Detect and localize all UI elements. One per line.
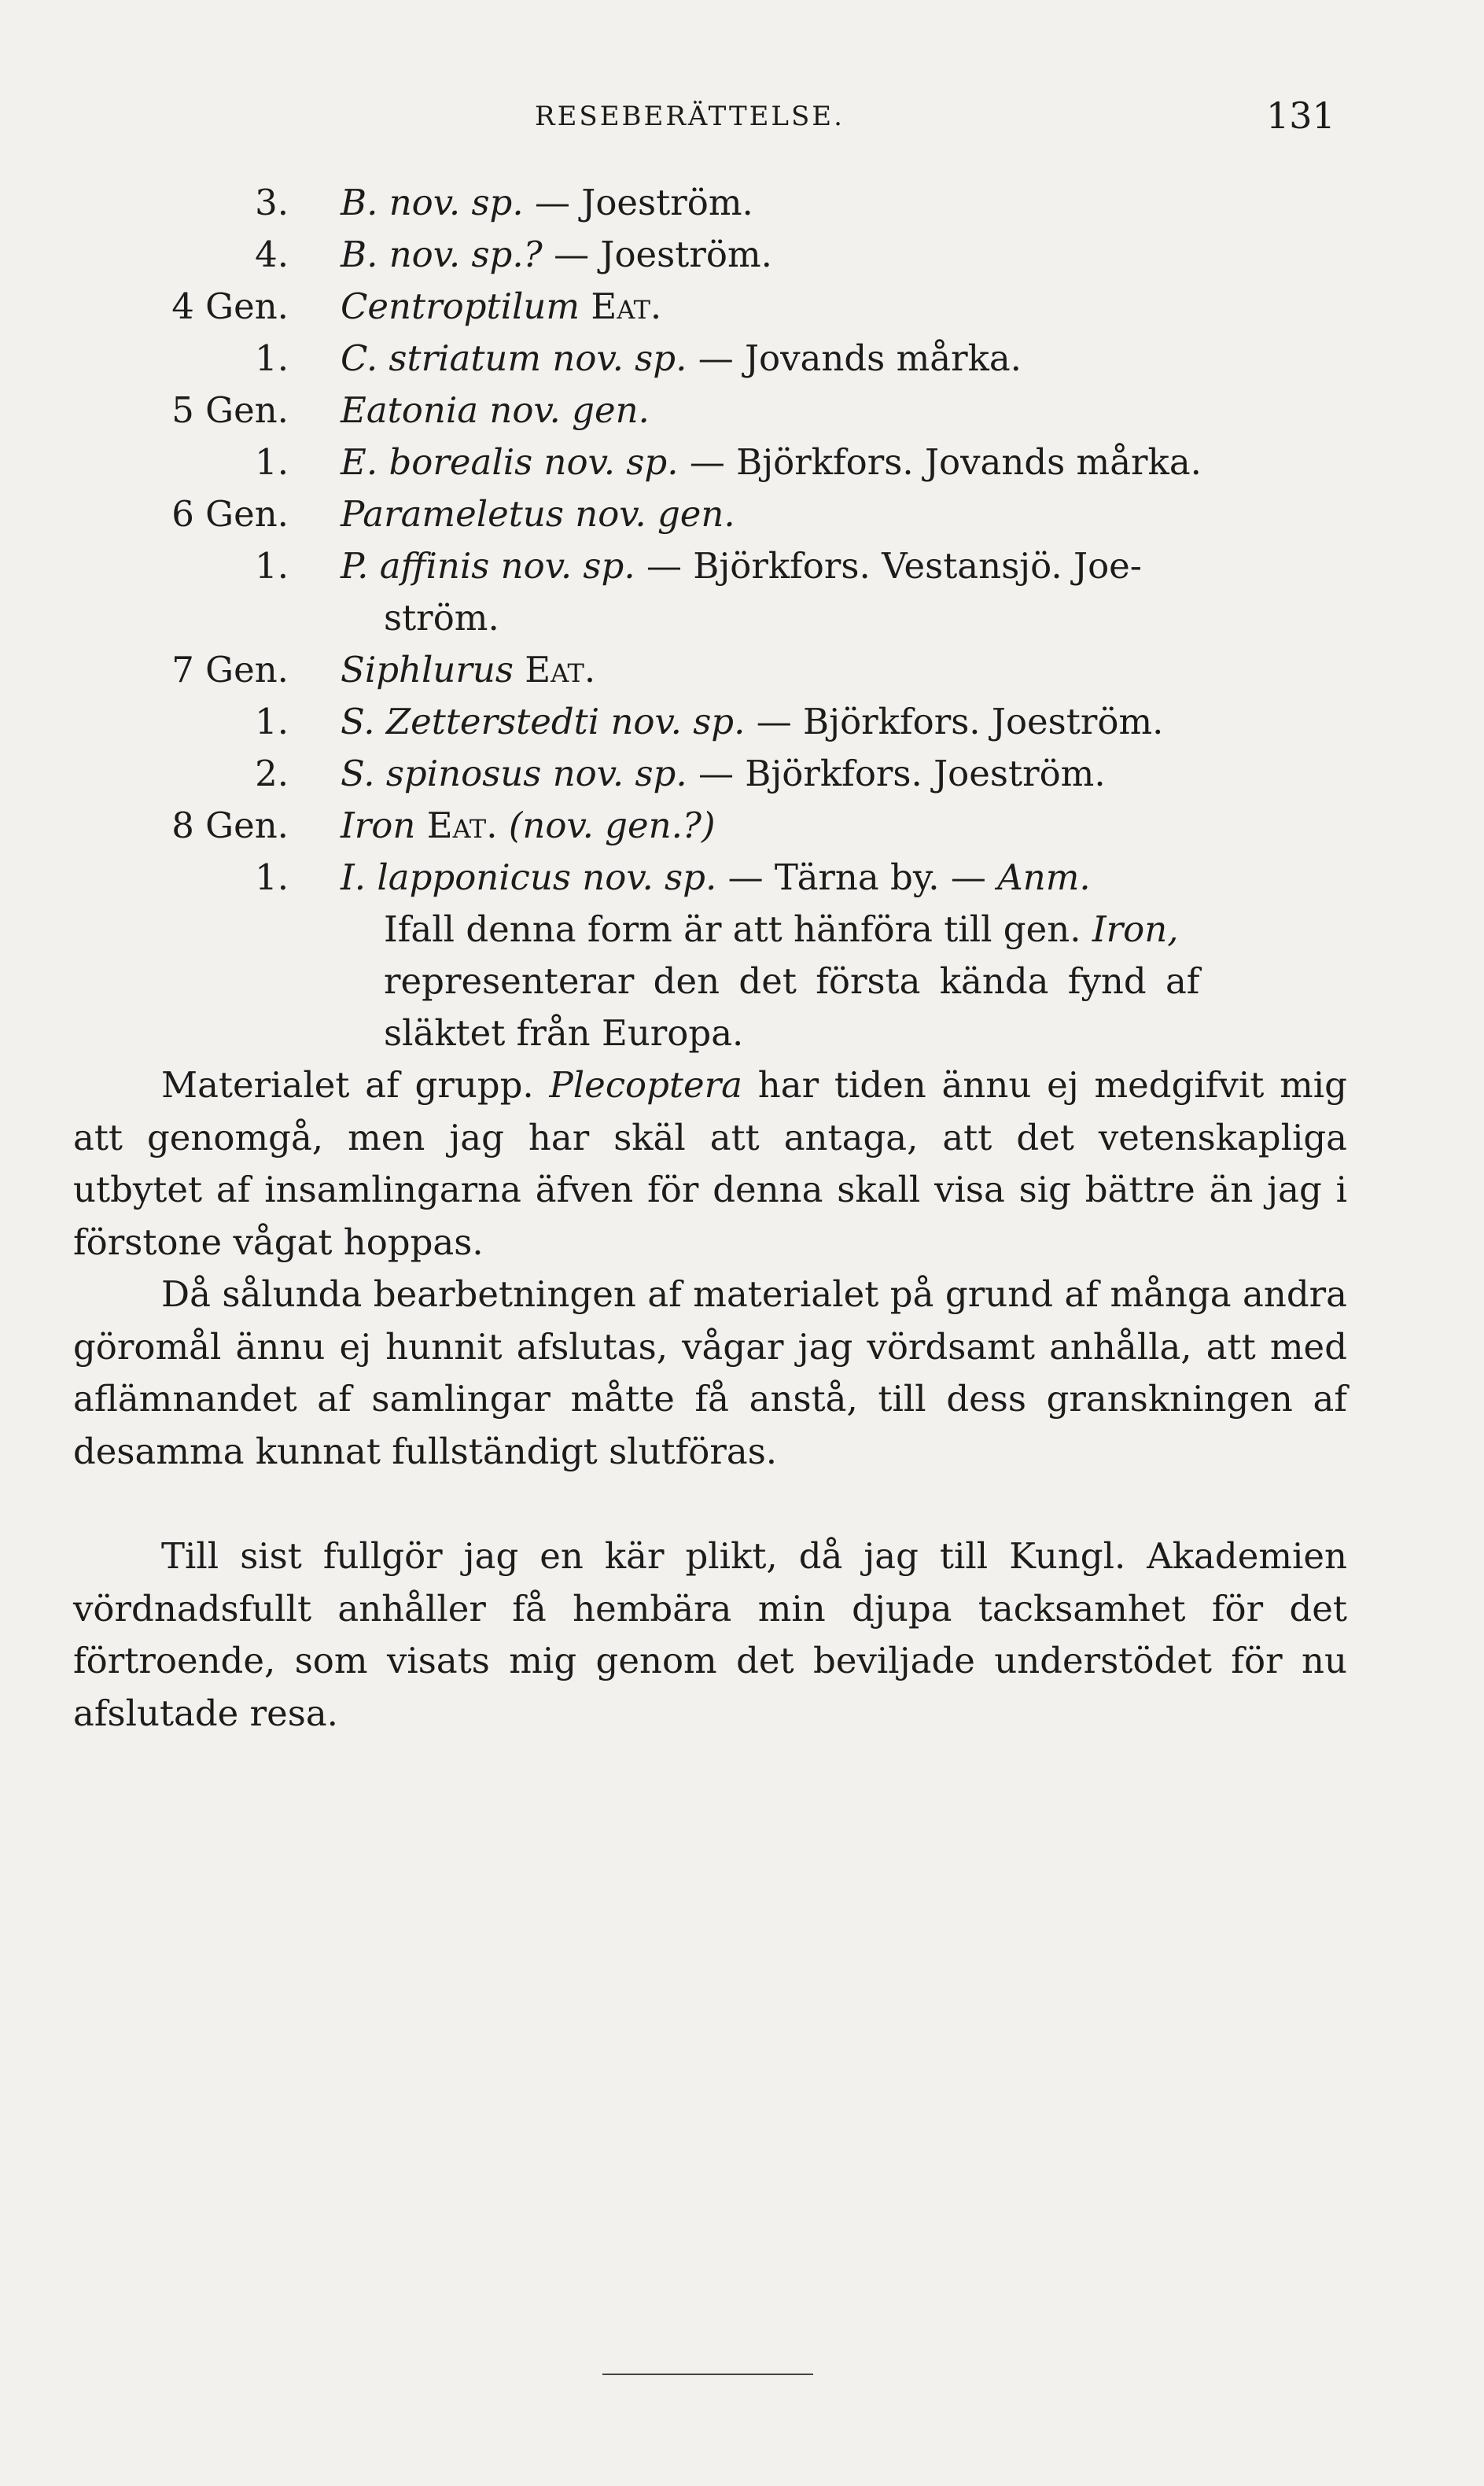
taxon-name: Centroptilum [341, 285, 580, 327]
end-rule [602, 2374, 813, 2375]
dash: — [635, 545, 694, 587]
paragraph: Då sålunda bearbetningen af materialet på grund af många andra göromål ännu ej hunnit afslutas, vågar jag vördsamt anhålla, att med aflämnandet af samlingar måtte få anstå, till dess granskningen af desamma kunnat fullständigt slutföras. [73, 1273, 1347, 1472]
locality: Joeström. [600, 234, 772, 275]
list-item [0, 748, 1484, 800]
list-item [0, 644, 1484, 696]
taxon-status: nov. sp. [582, 856, 717, 898]
locality: Björkfors. Jovands mårka. [736, 441, 1202, 483]
taxon-name: E. borealis [341, 441, 533, 483]
taxon-name: S. spinosus [341, 753, 542, 794]
list-item [0, 488, 1484, 540]
entry-number: 4. [255, 234, 289, 275]
list-item [0, 333, 1484, 385]
taxon-status: nov. sp. [543, 441, 679, 483]
taxon-status: nov. sp. [500, 545, 635, 587]
locality-continuation: ström. [384, 597, 499, 639]
taxon-status: nov. sp. [552, 753, 687, 794]
note-line: representerar den det första kända fynd af [384, 960, 1200, 1002]
list-item [0, 385, 1484, 436]
list-item [0, 696, 1484, 748]
entry-number: 1. [255, 441, 289, 483]
locality: Tärna by. — [774, 856, 998, 898]
taxon-name: Eatonia [341, 389, 479, 431]
note-text: Ifall denna form är att hänföra till gen. [384, 908, 1092, 950]
taxon-status: nov. sp. [388, 182, 524, 223]
running-header: RESEBERÄTTELSE. [535, 101, 845, 132]
entry-number: 8 Gen. [171, 805, 289, 846]
dash: — [687, 337, 745, 379]
entry-number: 6 Gen. [171, 493, 289, 535]
taxon-name: P. affinis [341, 545, 490, 587]
list-item [0, 540, 1484, 592]
taxon-name: Parameletus [341, 493, 564, 535]
entry-number: 1. [255, 337, 289, 379]
taxon-name: B. [341, 234, 378, 275]
dash: — [687, 753, 746, 794]
note-label: Anm. [997, 856, 1091, 898]
taxon-status: nov. sp.? [388, 234, 543, 275]
taxon-author: Eat. [525, 649, 596, 691]
page-number: 131 [1266, 94, 1335, 137]
taxon-name: Siphlurus [341, 649, 514, 691]
locality: Joeström. [581, 182, 753, 223]
taxon-author: Eat. [426, 805, 498, 846]
note-genus: Iron, [1092, 908, 1179, 950]
dash: — [542, 234, 601, 275]
entry-number: 1. [255, 701, 289, 742]
paragraph-text: har tiden ännu ej medgifvit mig att genomgå, men jag har skäl att antaga, att det vetenskapliga utbytet af insamlingarna äfven för denna skall visa sig bättre än jag i förstone vågat hoppas. [73, 1064, 1347, 1263]
list-item [0, 436, 1484, 488]
paragraph: Till sist fullgör jag en kär plikt, då jag till Kungl. Akademien vördnadsfullt anhåller få hembära min djupa tacksamhet för det förtroende, som visats mig genom det beviljade understödet för nu afslutade resa. [73, 1535, 1347, 1734]
locality: Björkfors. Joeström. [803, 701, 1164, 742]
list-item [0, 229, 1484, 281]
dash: — [745, 701, 804, 742]
locality: Björkfors. Vestansjö. Joe- [693, 545, 1143, 587]
taxon-name: I. lapponicus [341, 856, 571, 898]
taxon-name: B. [341, 182, 378, 223]
taxon-name: C. striatum [341, 337, 542, 379]
group-name: Plecoptera [549, 1064, 742, 1106]
entry-number: 2. [255, 753, 289, 794]
taxon-name: Iron [341, 805, 416, 846]
dash: — [716, 856, 775, 898]
paragraph-text: Materialet af grupp. [161, 1064, 550, 1106]
list-item [0, 852, 1484, 904]
entry-number: 5 Gen. [171, 389, 289, 431]
entry-number: 1. [255, 545, 289, 587]
note-line [384, 904, 1179, 956]
entry-number: 1. [255, 856, 289, 898]
taxon-status: (nov. gen.?) [508, 805, 716, 846]
list-item [0, 177, 1484, 229]
taxon-name: S. Zetterstedti [341, 701, 600, 742]
locality: Jovands mårka. [745, 337, 1022, 379]
entry-number: 3. [255, 182, 289, 223]
taxon-status: nov. sp. [610, 701, 746, 742]
list-item [0, 800, 1484, 852]
taxon-status: nov. gen. [489, 389, 650, 431]
taxon-status: nov. sp. [552, 337, 687, 379]
list-item [0, 281, 1484, 333]
dash: — [678, 441, 737, 483]
locality: Björkfors. Joeström. [745, 753, 1106, 794]
dash: — [523, 182, 582, 223]
note-line: släktet från Europa. [384, 1012, 744, 1054]
entry-number: 4 Gen. [171, 285, 289, 327]
taxon-status: nov. gen. [575, 493, 735, 535]
taxon-author: Eat. [591, 285, 662, 327]
paragraph [73, 1059, 1347, 1269]
entry-number: 7 Gen. [171, 649, 289, 691]
